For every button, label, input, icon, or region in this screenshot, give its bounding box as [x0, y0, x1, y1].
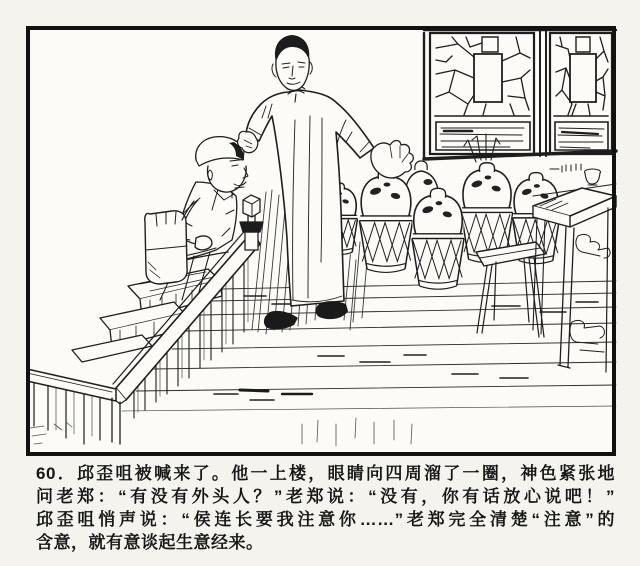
jar-front [411, 188, 465, 291]
newel-collar [240, 222, 263, 232]
fist [195, 236, 212, 250]
jar-2 [358, 169, 413, 274]
caption-line-1: 60．邱歪咀被喊来了。他一上楼，眼睛向四周溜了一圈，神色紧张地 [36, 464, 615, 483]
caption [36, 462, 615, 554]
caption-line-4: 含意，就有意谈起生意经来。 [36, 533, 264, 552]
caption-line-3: 邱歪咀悄声说：“侯连长要我注意你……”老郑完全清楚“注意”的 [36, 510, 615, 529]
caption-line-2: 问老郑：“有没有外头人？”老郑说：“没有，你有话放心说吧！” [36, 487, 615, 506]
open-hand [371, 141, 413, 178]
